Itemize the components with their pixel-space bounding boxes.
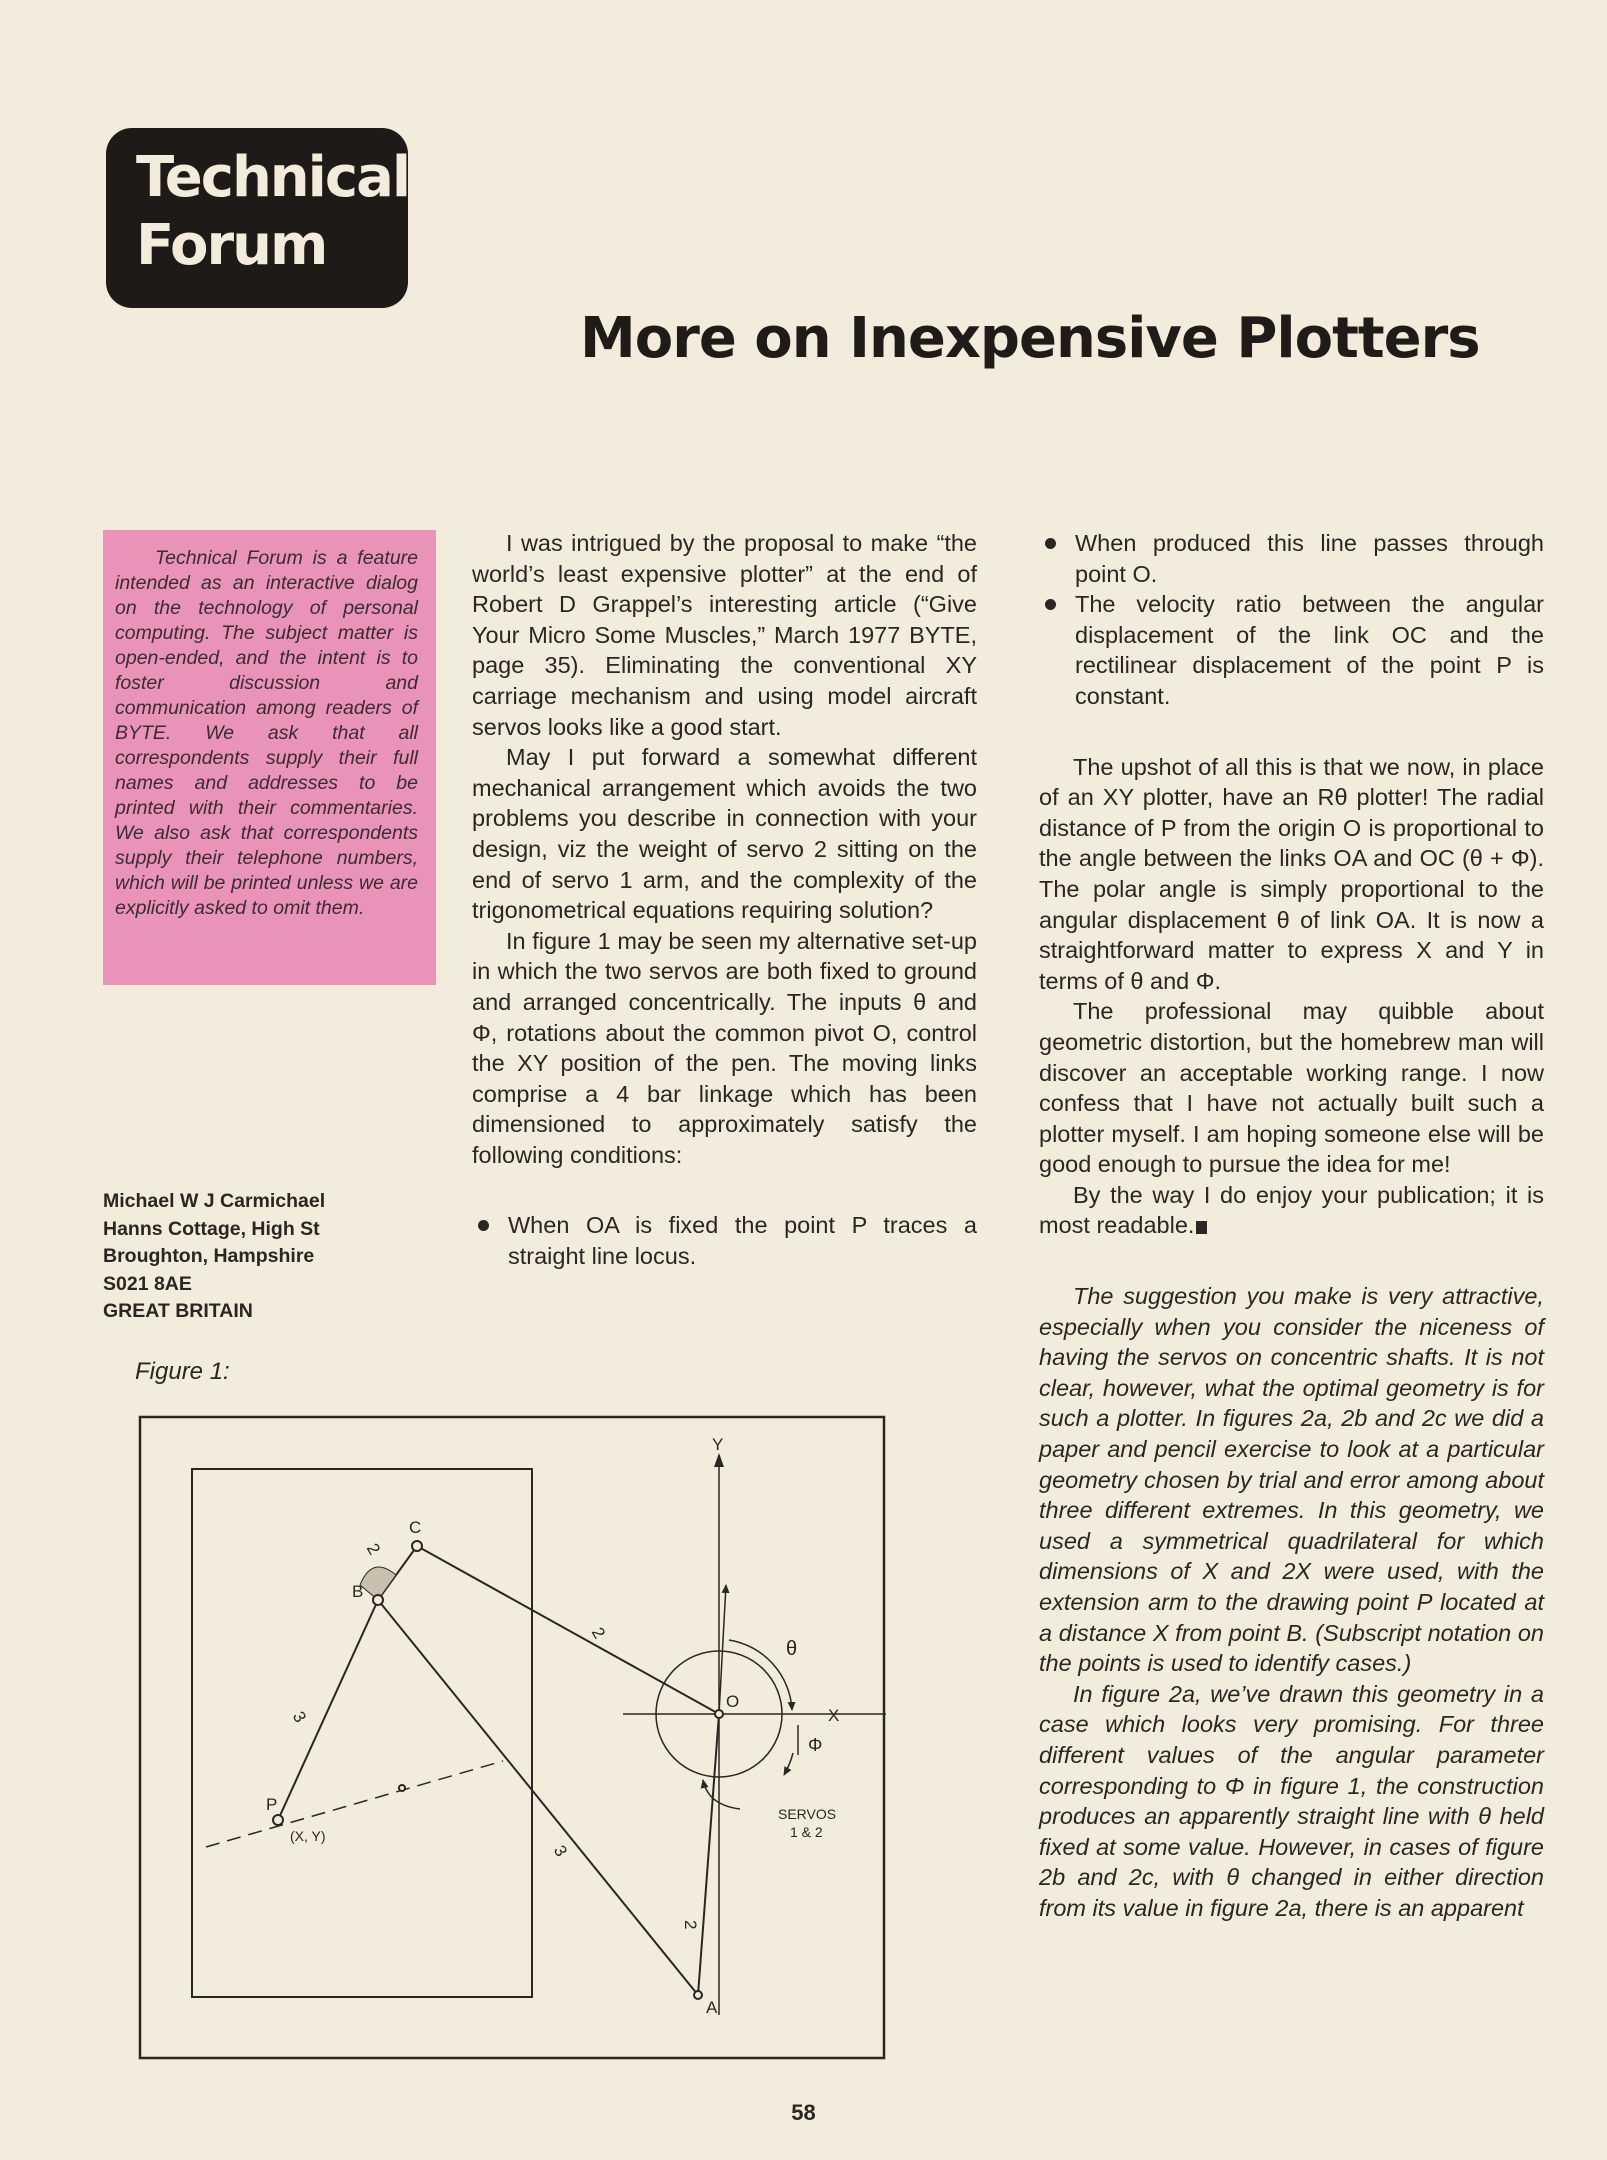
x-axis-label: X (828, 1706, 840, 1725)
length-3-ba-label: 3 (549, 1842, 572, 1860)
technical-forum-sidebar (103, 530, 436, 985)
servos-number-label: 1 & 2 (790, 1824, 823, 1840)
joint-c (412, 1541, 422, 1551)
conditions-list (472, 1210, 977, 1271)
paragraph: May I put forward a somewhat different mechanical arrangement which avoids the two problems you describe in connection with your design, viz the weight of servo 2 sitting on the end of servo 1 arm, and the complexity of the trigonometrical equations requiring solution? (472, 744, 977, 924)
y-axis-label: Y (712, 1435, 724, 1454)
article-title: More on Inexpensive Plotters (580, 306, 1480, 371)
editor-reply (1039, 1281, 1544, 1923)
point-p (273, 1815, 283, 1825)
joint-o (715, 1710, 723, 1718)
point-p-label: P (266, 1795, 278, 1814)
page-number: 58 (791, 2100, 816, 2125)
straight-line-locus (206, 1761, 503, 1847)
length-2-top-label: 2 (362, 1540, 385, 1558)
point-c-label: C (409, 1518, 422, 1537)
end-mark-icon (1196, 1221, 1207, 1234)
servos-leader (703, 1780, 740, 1809)
link-o-up (719, 1585, 726, 1714)
address-line: Hanns Cottage, High St (103, 1217, 320, 1240)
reply-paragraph: In figure 2a, we’ve drawn this geometry in a case which looks very promising. For three different values of the angular parameter corresponding to Φ in figure 1, the construction produces an apparently straight line with θ held fixed at some value. However, in cases of figure 2b and 2c, with θ changed in either direction from its value in figure 2a, there is an apparent (1039, 1680, 1544, 1921)
sidebar-text: Technical Forum is a feature intended as an interactive dialog on the technology of personal computing. The subject matter is open-ended, and the intent is to foster discussion and communication among readers of BYTE. We ask that all correspondents supply their full names and addresses to be printed with their commentaries. We also ask that correspondents supply their telephone numbers, which will be printed unless we are explicitly asked to omit them. (115, 547, 418, 919)
logo-line-2: Forum (136, 213, 327, 278)
theta-label: θ (786, 1638, 798, 1660)
paragraph: In figure 1 may be seen my alternative set-up in which the two servos are both fixed to ground and arranged concentrically. The inputs θ and Φ, rotations about the common pivot O, control the XY position of the pen. The moving links comprise a 4 bar linkage which has been dimensioned to approximately satisfy the following conditions: (472, 927, 977, 1168)
locus-mid-point (399, 1785, 405, 1791)
length-3-bp-label: 3 (288, 1708, 311, 1726)
logo-line-1: Technical (136, 145, 410, 210)
paragraph (1039, 1180, 1544, 1241)
condition-item: When OA is fixed the point P traces a straight line locus. (472, 1210, 977, 1271)
link-b-p (278, 1600, 378, 1820)
condition-item: The velocity ratio between the angular displacement of the link OC and the rectilinear displacement of the point P is constant. (1039, 589, 1544, 711)
paragraph: I was intrigued by the proposal to make “the world’s least expensive plotter” at the end of Robert D Grappel’s interesting article (“Give Your Micro Some Muscles,” March 1977 BYTE, page 35). Eliminating the conventional XY carriage mechanism and using model aircraft servos looks like a good start. (472, 530, 977, 740)
address-line: Michael W J Carmichael (103, 1190, 326, 1212)
paragraph: The professional may quibble about geometric distortion, but the homebrew man will discover an acceptable working range. I now confess that I have not actually built such a plotter myself. I am hoping someone else will be good enough to pursue the idea for me! (1039, 998, 1544, 1178)
point-b-label: B (352, 1582, 364, 1601)
joint-b (373, 1595, 383, 1605)
article-column-middle (472, 528, 977, 1272)
point-o-label: O (726, 1692, 740, 1711)
link-o-c (417, 1546, 719, 1714)
length-2-oa-label: 2 (681, 1920, 700, 1930)
technical-forum-logo (106, 128, 408, 308)
figure-1-diagram (138, 1415, 886, 2060)
point-p-coords: (X, Y) (290, 1828, 326, 1844)
figure-label: Figure 1: (135, 1358, 230, 1385)
y-axis-arrow-icon (714, 1453, 724, 1467)
author-address (103, 1188, 433, 1326)
link-b-a (378, 1600, 698, 1995)
figure-outer-frame (140, 1417, 884, 2058)
servos-label: SERVOS (778, 1806, 837, 1822)
paragraph: The upshot of all this is that we now, in place of an XY plotter, have an Rθ plotter! The radial distance of P from the origin O is proportional to the angle between the links OA and OC (θ + Φ). The polar angle is simply proportional to the angular displacement θ of link OA. It is now a straightforward matter to express X and Y in terms of θ and Φ. (1039, 753, 1544, 994)
address-line: S021 8AE (103, 1272, 192, 1295)
address-line: GREAT BRITAIN (103, 1300, 253, 1322)
article-column-right (1039, 528, 1544, 1924)
reply-paragraph: The suggestion you make is very attractive, especially when you consider the niceness of having the servos on concentric shafts. It is not clear, however, what the optimal geometry is for such a plotter. In figures 2a, 2b and 2c we did a paper and pencil exercise to look at a particular geometry chosen by trial and error among about three different extremes. In this geometry, we used a symmetrical quadrilateral for which dimensions of X and 2X were used, with the extension arm to the drawing point P located at a distance X from point B. (Subscript notation on the points is used to identify cases.) (1039, 1283, 1544, 1677)
phi-label: Φ (808, 1735, 823, 1755)
link-o-a (698, 1714, 719, 1995)
condition-item: When produced this line passes through point O. (1039, 528, 1544, 589)
drawing-area-frame (192, 1469, 532, 1997)
length-2-oc-label: 2 (587, 1624, 610, 1642)
phi-arc (784, 1753, 793, 1775)
closing-sentence: By the way I do enjoy your publication; it is most readable. (1039, 1181, 1544, 1239)
conditions-list-continued (1039, 528, 1544, 712)
joint-a (694, 1991, 702, 1999)
address-line: Broughton, Hampshire (103, 1245, 315, 1267)
point-a-label: A (706, 1998, 718, 2017)
